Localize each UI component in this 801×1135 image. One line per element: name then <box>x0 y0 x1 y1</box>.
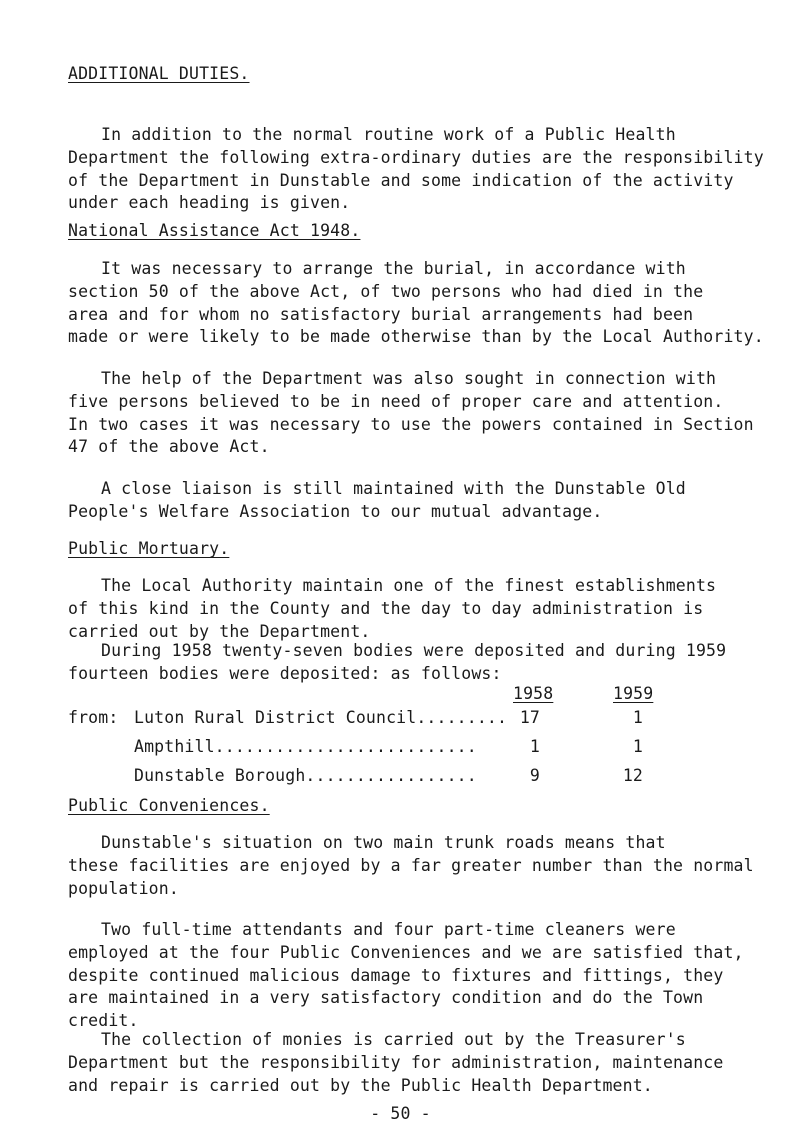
cell-luton-1958: 17 <box>519 708 540 727</box>
from-label: from: <box>68 708 119 727</box>
text-line: five persons believed to be in need of proper care and attention. <box>68 391 724 411</box>
text-line: The Local Authority maintain one of the finest establishments <box>101 576 717 595</box>
row-label-dunstable: Dunstable Borough................. <box>134 766 477 785</box>
mortuary-deposits-table <box>68 684 748 784</box>
cell-ampthill-1958: 1 <box>529 737 540 756</box>
text-line: 47 of the above Act. <box>68 437 270 457</box>
mortuary-paragraph-2 <box>68 640 768 686</box>
text-line: area and for whom no satisfactory burial arrangements had been <box>68 304 694 324</box>
section-heading-national-assistance: National Assistance Act 1948. <box>68 221 361 240</box>
text-line: and repair is carried out by the Public Health Department. <box>68 1075 653 1095</box>
column-header-1958: 1958 <box>513 684 554 703</box>
intro-paragraph <box>68 124 768 215</box>
text-line: population. <box>68 878 179 898</box>
text-line: credit. <box>68 1011 139 1031</box>
text-line: People's Welfare Association to our mutual advantage. <box>68 501 603 521</box>
text-line: In addition to the normal routine work of a Public Health <box>101 125 676 144</box>
text-line: Two full-time attendants and four part-time cleaners were <box>101 920 676 939</box>
conveniences-paragraph-3 <box>68 1029 768 1097</box>
mortuary-paragraph-1 <box>68 575 768 643</box>
text-line: The help of the Department was also sought in connection with <box>101 369 717 388</box>
section-heading-public-conveniences: Public Conveniences. <box>68 796 270 815</box>
national-assistance-paragraph-2 <box>68 368 768 459</box>
text-line: Department but the responsibility for administration, maintenance <box>68 1052 724 1072</box>
cell-luton-1959: 1 <box>632 708 643 727</box>
column-header-1959: 1959 <box>613 684 654 703</box>
cell-dunstable-1958: 9 <box>529 766 540 785</box>
text-line: It was necessary to arrange the burial, in accordance with <box>101 259 686 278</box>
national-assistance-paragraph-1 <box>68 258 768 349</box>
row-label-luton: Luton Rural District Council......... <box>134 708 508 727</box>
text-line: The collection of monies is carried out by the Treasurer's <box>101 1030 686 1049</box>
text-line: of this kind in the County and the day to day administration is <box>68 598 704 618</box>
conveniences-paragraph-2 <box>68 919 768 1033</box>
text-line: carried out by the Department. <box>68 621 371 641</box>
text-line: Dunstable's situation on two main trunk roads means that <box>101 833 666 852</box>
text-line: these facilities are enjoyed by a far greater number than the normal <box>68 855 754 875</box>
text-line: fourteen bodies were deposited: as follows: <box>68 663 502 683</box>
section-heading-additional-duties: ADDITIONAL DUTIES. <box>68 64 250 83</box>
text-line: are maintained in a very satisfactory condition and do the Town <box>68 988 704 1008</box>
text-line: employed at the four Public Conveniences and we are satisfied that, <box>68 942 744 962</box>
page-number: - 50 - <box>370 1104 431 1123</box>
section-heading-public-mortuary: Public Mortuary. <box>68 539 230 558</box>
row-label-ampthill: Ampthill.......................... <box>134 737 477 756</box>
text-line: Department the following extra-ordinary duties are the responsibility <box>68 147 764 167</box>
text-line: A close liaison is still maintained with the Dunstable Old <box>101 479 686 498</box>
conveniences-paragraph-1 <box>68 832 768 900</box>
text-line: In two cases it was necessary to use the powers contained in Section <box>68 414 754 434</box>
text-line: despite continued malicious damage to fixtures and fittings, they <box>68 965 724 985</box>
text-line: under each heading is given. <box>68 193 351 213</box>
text-line: of the Department in Dunstable and some indication of the activity <box>68 170 734 190</box>
text-line: made or were likely to be made otherwise than by the Local Authority. <box>68 327 764 347</box>
text-line: section 50 of the above Act, of two persons who had died in the <box>68 281 704 301</box>
cell-dunstable-1959: 12 <box>622 766 643 785</box>
national-assistance-paragraph-3 <box>68 478 768 524</box>
cell-ampthill-1959: 1 <box>632 737 643 756</box>
text-line: During 1958 twenty-seven bodies were deposited and during 1959 <box>101 641 727 660</box>
